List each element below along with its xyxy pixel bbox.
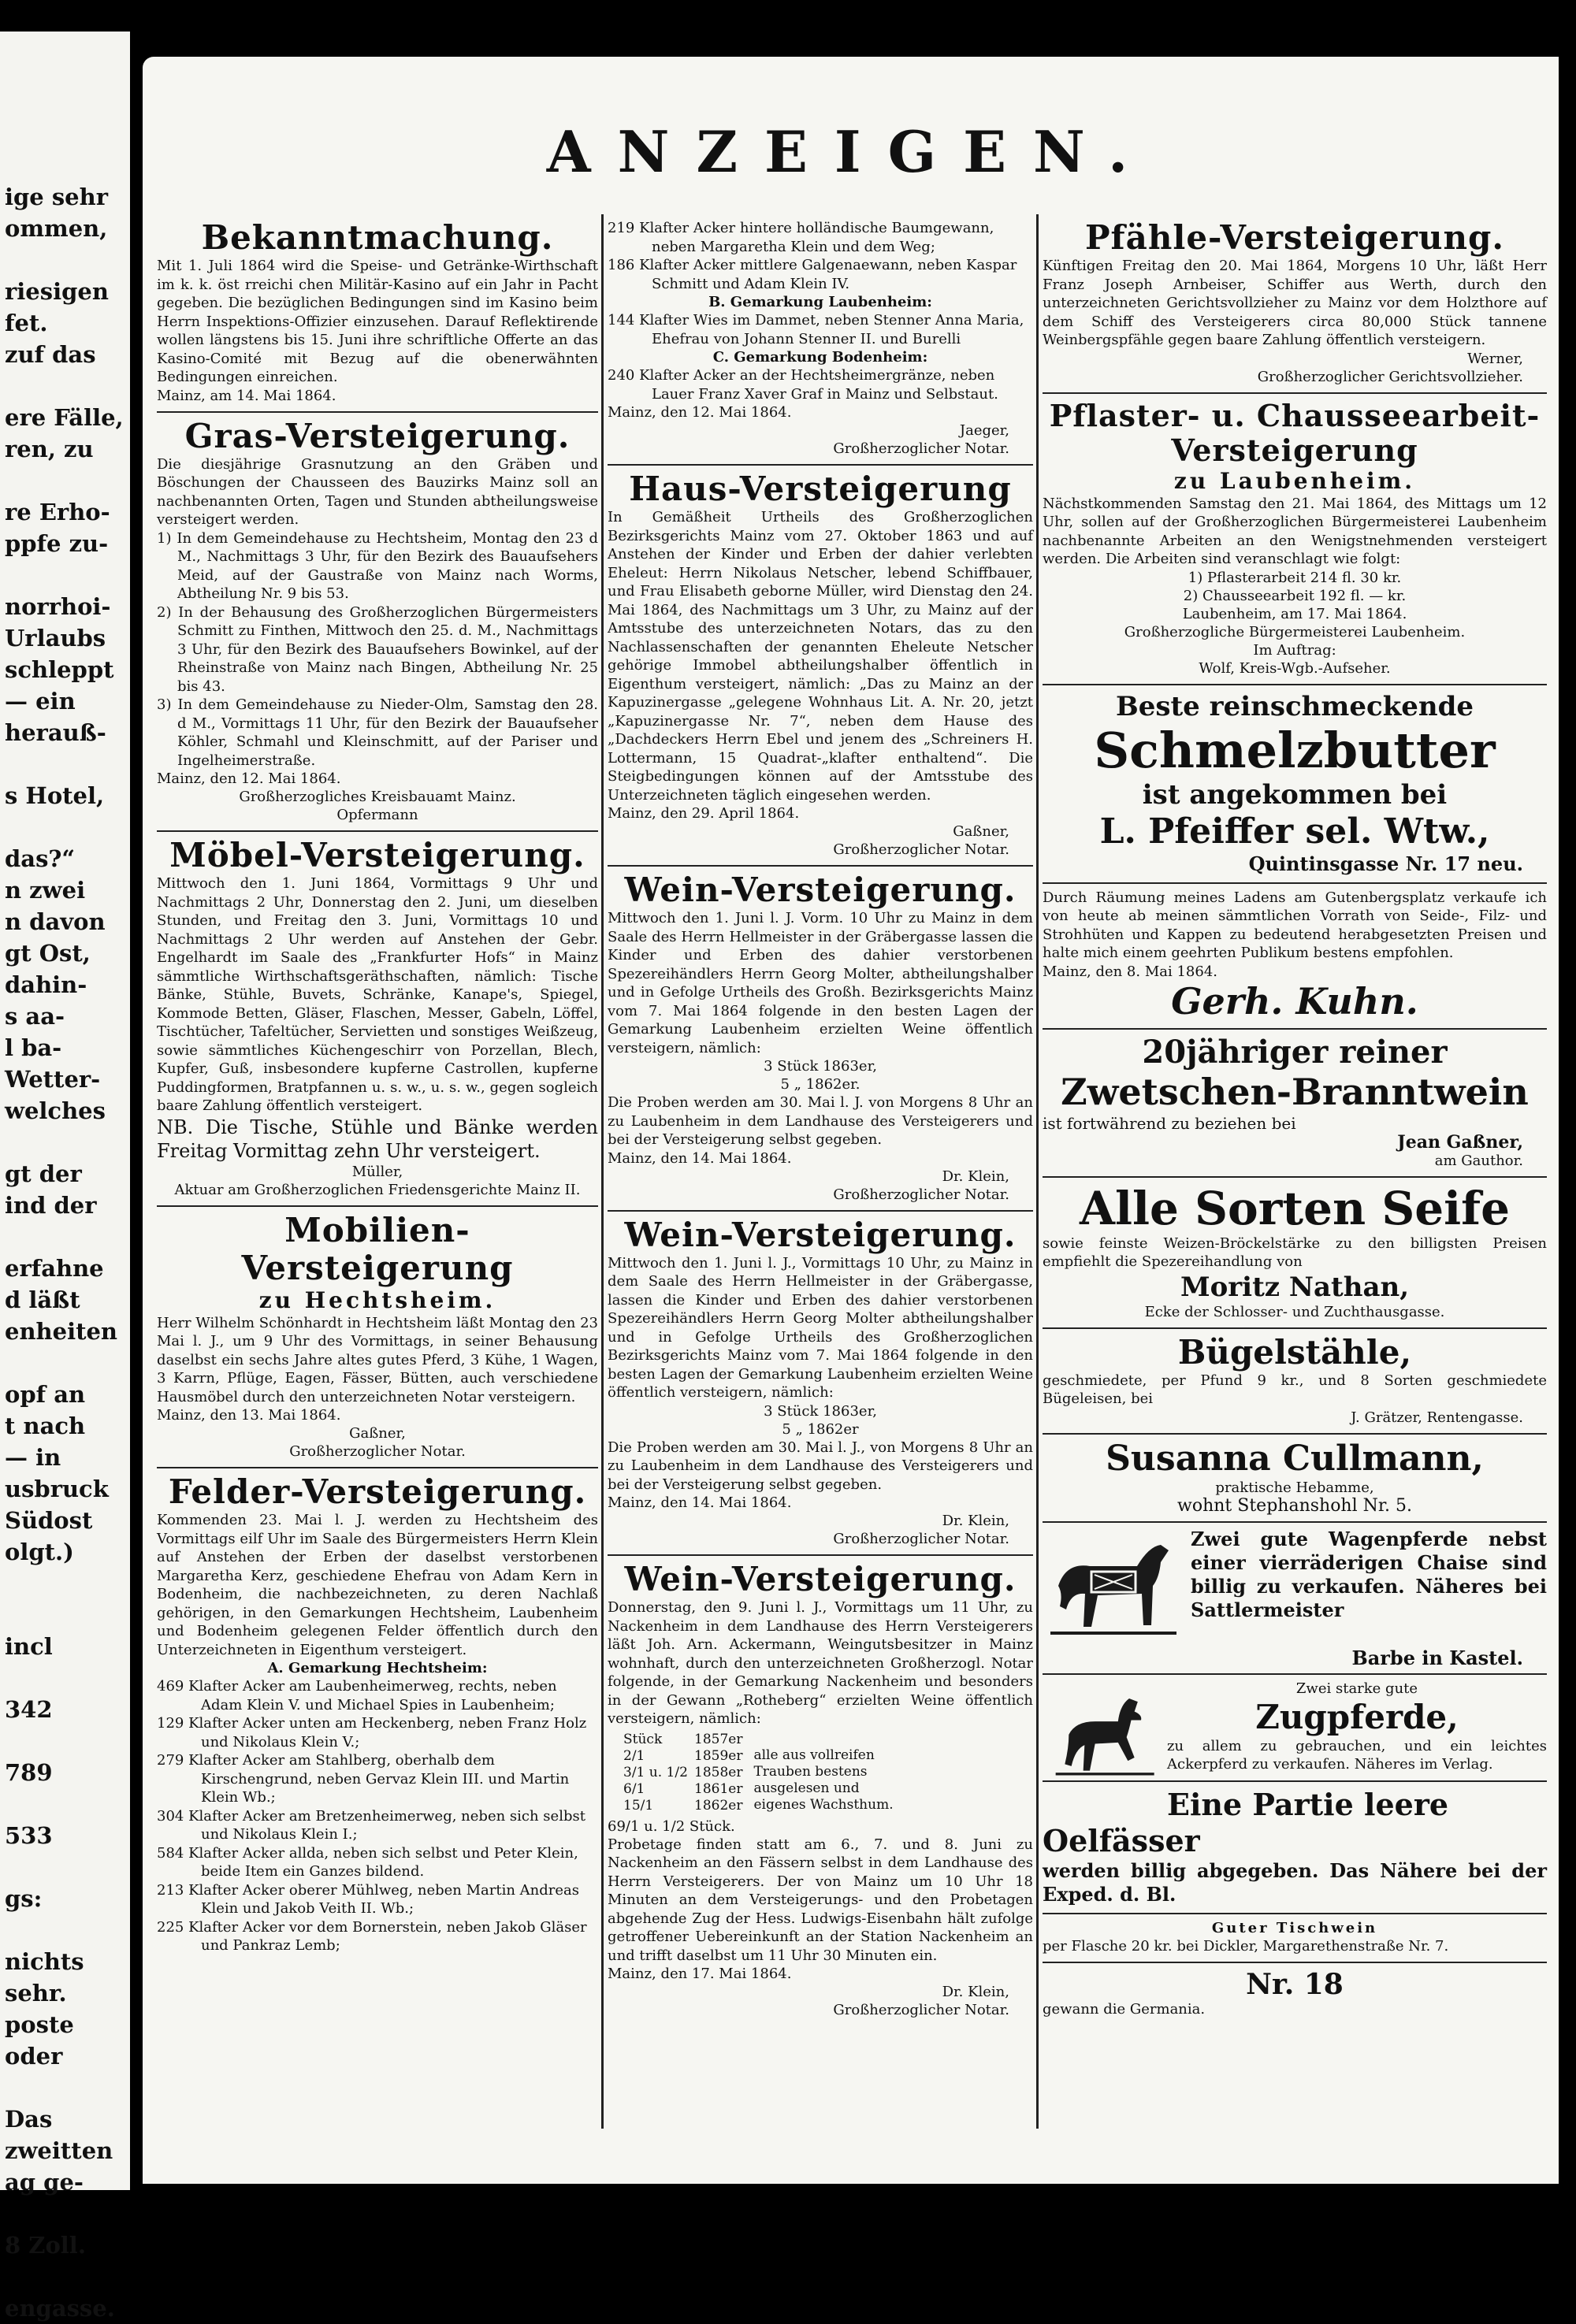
ad-schmelzbutter [1043, 685, 1547, 884]
ad-text: Künftigen Freitag den 20. Mai 1864, Morgens 10 Uhr, läßt Herr Franz Joseph Arnbeiser, Schiffer aus Werth, durch den unterzeichneten Gerichtsvollzieher zu Mainz vor dem Holzthore auf dem Schiff des Versteigerers circa 80,000 Stück tannene Weinbergspfähle gegen baare Zahlung öffentlich versteigern. [1043, 258, 1547, 348]
ad-line: Zwei starke gute [1295, 1680, 1418, 1697]
ad-text: Mittwoch den 1. Juni l. J., Vormittags 10 Uhr, zu Mainz in dem Saale des Herrn Hellmeister in der Gräbergasse, lassen die Kinder und Erben des dahier verstorbenen Spezereihändlers Herrn Georg Molter abtheilungshalber und in Gefolge Urtheils des Großherzoglichen Bezirksgerichts Mainz vom 7. Mai 1864 folgende in den besten Lagen der Gemarkung Laubenheim erzielten Weine öffentlich versteigern, nämlich: [608, 1254, 1033, 1401]
left-strip-line: d läßt [5, 1286, 80, 1313]
ad-title: Susanna Cullmann, [1106, 1438, 1484, 1479]
wine-line: 3 Stück 1863er, [764, 1058, 877, 1075]
table-cell: 1862er [694, 1797, 743, 1814]
table-cell: 6/1 [623, 1780, 645, 1797]
list-item: 1) In dem Gemeindehause zu Hechtsheim, Montag den 23 d M., Nachmittags 3 Uhr, für den Bezirk des Bauaufsehers Meid, auf der Gaustraße von Mainz nach Worms, Abtheilung Nr. 9 bis 53. [157, 529, 598, 602]
left-strip-line: l ba- [5, 1034, 62, 1061]
left-strip-line: s Hotel, [5, 782, 105, 809]
ad-title: Wein-Versteigerung. [624, 1215, 1017, 1254]
table-cell: 1857er [694, 1731, 743, 1747]
left-strip-line: schleppt [5, 656, 114, 683]
left-strip-line: norrhoi- [5, 593, 111, 620]
ad-text: zu allem zu gebrauchen, und ein leichtes Ackerpferd zu verkaufen. Näheres im Verlag. [1167, 1737, 1547, 1773]
table-cell: 15/1 [623, 1797, 654, 1814]
lot-item: 469 Klafter Acker am Laubenheimerweg, rechts, neben Adam Klein V. und Michael Spies in Laubenheim; [157, 1678, 557, 1713]
left-strip-line [5, 1662, 127, 1694]
left-strip-line: n davon [5, 908, 106, 935]
left-strip-line: engasse. [5, 2295, 115, 2322]
ad-text: Zwei gute Wagenpferde nebst einer vierräderigen Chaise sind billig zu verkaufen. Näheres bei Sattlermeister [1191, 1527, 1547, 1621]
ad-signature: am Gauthor. [1434, 1152, 1523, 1169]
wine-total: 69/1 u. 1/2 Stück. [608, 1817, 735, 1835]
left-strip-line: t nach [5, 1413, 86, 1439]
lot-item: 279 Klafter Acker am Stahlberg, oberhalb dem Kirschengrund, neben Gervaz Klein III. und Martin Klein Wb.; [157, 1752, 570, 1806]
left-strip-line [5, 2198, 127, 2229]
ad-signature: Großherzoglicher Notar. [289, 1443, 466, 1460]
ad-signature: Großherzoglicher Notar. [833, 440, 1009, 457]
ad-signature: Großherzogliches Kreisbauamt Mainz. [239, 789, 516, 805]
ad-title: Zwetschen-Branntwein [1061, 1070, 1529, 1113]
ad-text: geschmiedete, per Pfund 9 kr., und 8 Sorten geschmiedete Bügeleisen, bei [1043, 1372, 1547, 1407]
ad-text: Probetage finden statt am 6., 7. und 8. Juni zu Nackenheim an den Fässern selbst in dem Landhause des Herrn Versteigerers. Der von Mainz um 10 Uhr 18 Minuten an dem Versteigerungs- und den Probetagen abgehende Zug der Hess. Ludwigs-Eisenbahn hält zufolge getroffener Uebereinkunft an der Station Nackenheim an und trifft daselbst um 11 Uhr 30 Minuten ein. [608, 1836, 1033, 1964]
left-strip-line: ommen, [5, 215, 108, 242]
ad-merchant: Moritz Nathan, [1180, 1271, 1410, 1303]
table-cell: 1858er [694, 1764, 743, 1780]
ad-nr-18 [1043, 1963, 1547, 2024]
left-strip-line: gs: [5, 1885, 43, 1912]
left-strip-line [5, 748, 127, 780]
column-3 [1043, 214, 1547, 2160]
ad-signature: Im Auftrag: [1253, 641, 1336, 659]
lot-item: 129 Klafter Acker unten am Heckenberg, neben Franz Holz und Nikolaus Klein V.; [157, 1715, 587, 1750]
lot-item: 219 Klafter Acker hintere holländische Baumgewann, neben Margaretha Klein und dem Weg; [608, 220, 994, 255]
ad-pfaehle-versteigerung [1043, 214, 1547, 394]
ad-title: Nr. 18 [1246, 1968, 1344, 2001]
ad-text: Die diesjährige Grasnutzung an den Gräben und Böschungen der Chausseen des Bauzirks Mainz soll an nachbenannten Orten, Tagen und Stunden abtheilungsweise versteigert werden. [157, 455, 598, 528]
ad-line: 20jähriger reiner [1142, 1033, 1448, 1071]
ad-subtitle: zu Hechtsheim. [258, 1286, 496, 1313]
ad-title: Schmelzbutter [1094, 721, 1496, 779]
left-strip-line: zuf das [5, 341, 96, 368]
left-strip-line: — ein [5, 688, 76, 715]
ad-branntwein [1043, 1030, 1547, 1178]
ad-seife [1043, 1178, 1547, 1329]
ad-signature: Großherzoglicher Notar. [833, 1531, 1009, 1547]
ad-text: sowie feinste Weizen-Bröckelstärke zu den billigsten Preisen empfiehlt die Spezereihandlung von [1043, 1234, 1547, 1270]
ad-bekanntmachung [157, 214, 598, 413]
ad-pflaster-versteigerung [1043, 394, 1547, 685]
ad-wein-versteigerung-3 [608, 1556, 1033, 2025]
left-strip-line [5, 1599, 127, 1631]
ad-buegelstaehle [1043, 1329, 1547, 1435]
ad-moebel-versteigerung [157, 832, 598, 1207]
left-strip-line: 342 [5, 1696, 53, 1723]
ad-subtitle: zu Laubenheim. [1173, 467, 1416, 494]
lot-item: 584 Klafter Acker allda, neben sich selbst und Peter Klein, beide Item ein Ganzes bildend. [157, 1844, 578, 1880]
ad-signature: Dr. Klein, [942, 1513, 1009, 1529]
left-strip-line [5, 811, 127, 843]
lot-item: 304 Klafter Acker am Bretzenheimerweg, neben sich selbst und Nikolaus Klein I.; [157, 1807, 585, 1843]
ad-title: Pfähle-Versteigerung. [1084, 218, 1505, 257]
left-strip-line: zweitten [5, 2137, 113, 2164]
page-gutter [130, 32, 143, 2190]
left-strip-line [5, 1568, 127, 1599]
ad-wagenpferde [1043, 1523, 1547, 1675]
ad-nota-bene: NB. Die Tische, Stühle und Bänke werden Freitag Vormittag zehn Uhr versteigert. [157, 1116, 598, 1162]
left-strip-line: re Erho- [5, 499, 110, 525]
ad-text: Mittwoch den 1. Juni 1864, Vormittags 9 Uhr und Nachmittags 2 Uhr, Donnerstag den 2. Juni, um dieselben Stunden, und Freitag den 3. Juni, Vormittags 10 und Nachmittags 2 Uhr werden auf Anstehen der Gebr. Engelhardt im Saale des „Frankfurter Hofs“ in Mainz sämmtliche Wirthschaftsgeräthschaften, nämlich: Tische Bänke, Stühle, Buvets, Schränke, Kanape's, Spiegel, Kommode Betten, Gläser, Flaschen, Messer, Gabeln, Löffel, Tischtücher, Tafeltücher, Servietten und sonstiges Weißzeug, sowie sämmtliches Küchengeschirr von Porzellan, Blech, Kupfer, Guß, insbesondere kupferne Castrollen, kupferne Puddingformen, Bratpfannen u. s. w., u. s. w., gegen sogleich baare Zahlung öffentlich versteigert. [157, 875, 598, 1114]
ad-heading: B. Gemarkung Laubenheim: [708, 294, 932, 310]
lot-item: 225 Klafter Acker vor dem Bornerstein, neben Jakob Gläser und Pankraz Lemb; [157, 1918, 587, 1954]
left-page-strip [0, 32, 130, 2322]
column-2 [608, 214, 1033, 2160]
lot-item: 240 Klafter Acker an der Hechtsheimergränze, neben Lauer Franz Xaver Graf in Mainz und Selbstaut. [608, 367, 998, 403]
ad-signature: Gerh. Kuhn. [1171, 979, 1418, 1023]
left-strip-line [5, 1221, 127, 1253]
ad-wein-versteigerung-2 [608, 1212, 1033, 1557]
ad-title: Gras-Versteigerung. [184, 416, 571, 455]
ad-text: In Gemäßheit Urtheils des Großherzoglichen Bezirksgerichts Mainz vom 27. Oktober 1863 und auf Anstehen der Kinder und Erben der dahier verlebten Eheleut: Herrn Nikolaus Netscher, lebend Schiffbauer, und Frau Elisabeth geborne Müller, wird Dienstag den 24. Mai 1864, des Nachmittags um 3 Uhr, zu Mainz auf der Amtsstube des unterzeichneten Notars, das zu den Nachlassenschaften der genannten Eheleute Netscher gehörige Immobel abtheilungshalber öffentlich in Eigenthum versteigert, nämlich: „Das zu Mainz an der Kapuzinergasse „gelegene Wohnhaus Lit. A. Nr. 20, jetzt „Kapuzinergasse Nr. 7“, neben dem Hause des „Dachdeckers Herrn Ebel und jenem des „Schreiners H. Lottermann, 15 Quadrat-„klafter enthaltend“. Die Steigbedingungen können auf der Amtsstube des Unterzeichneten täglich eingesehen werden. [608, 509, 1033, 804]
ad-gras-versteigerung [157, 413, 598, 833]
table-row [623, 1732, 742, 1748]
ad-signature: Aktuar am Großherzoglichen Friedensgerichte Mainz II. [174, 1181, 581, 1198]
ad-text: Nächstkommenden Samstag den 21. Mai 1864, des Mittags um 12 Uhr, sollen auf der Großherzoglichen Bürgermeisterei Laubenheim nachbenannte Arbeiten an den Wenigstnehmenden versteigert werden. Die Arbeiten sind veranschlagt wie folgt: [1043, 495, 1547, 567]
table-row [623, 1798, 742, 1814]
ad-text: werden billig abgegeben. Das Nähere bei der Exped. d. Bl. [1043, 1858, 1547, 1906]
wine-table-note: alle aus vollreifen Trauben bestens ausgelesen und eigenes Wachsthum. [753, 1747, 894, 1813]
left-strip-line: ind der [5, 1192, 97, 1219]
wine-table-wrap [608, 1728, 1033, 1817]
ad-text: Kommenden 23. Mai l. J. werden zu Hechtsheim des Vormittags eilf Uhr im Saale des Bürgermeisters Herrn Klein auf Anstehen der Erben der daselbst verstorbenen Margaretha Kerz, geschiedene Ehefrau von Adam Kern in Bodenheim, die nachbezeichneten, zu deren Nachlaß gehörigen, in den Gemarkungen Hechtsheim, Laubenheim und Bodenheim gelegenen Felder öffentlich durch den Unterzeichneten in Eigenthum versteigert. [157, 1512, 598, 1658]
left-strip-line: oder [5, 2043, 63, 2070]
table-cell: Stück [623, 1731, 663, 1747]
ad-title: Pflaster- u. Chausseearbeit-Versteigerung [1049, 397, 1541, 468]
ad-haus-versteigerung [608, 466, 1033, 867]
left-strip-line: 8 Zoll. [5, 2232, 86, 2259]
left-strip-line: s aa- [5, 1003, 65, 1030]
ad-address: Ecke der Schlosser- und Zuchthausgasse. [1144, 1303, 1445, 1320]
ad-tischwein [1043, 1914, 1547, 1964]
left-strip-line: poste [5, 2011, 74, 2038]
ad-address: Quintinsgasse Nr. 17 neu. [1248, 852, 1523, 875]
left-strip-line: ige sehr [5, 184, 108, 210]
ad-line: praktische Hebamme, [1215, 1479, 1374, 1496]
ad-signature: Müller, [351, 1163, 403, 1180]
ad-line: Beste reinschmeckende [1115, 690, 1474, 722]
left-strip-line [5, 244, 127, 276]
ad-title: Bügelstähle, [1177, 1332, 1412, 1372]
ad-signature: Großherzoglicher Notar. [833, 1186, 1009, 1203]
table-row [623, 1765, 742, 1781]
ad-title: Guter Tischwein [1211, 1919, 1378, 1936]
left-strip-line: Südost [5, 1507, 93, 1534]
ad-title: Alle Sorten Seife [1079, 1181, 1510, 1235]
ad-title: Zugpferde, [1255, 1697, 1459, 1736]
ad-date: Mainz, den 12. Mai 1864. [608, 404, 792, 421]
left-strip-line [5, 1347, 127, 1379]
ad-line: wohnt Stephanshohl Nr. 5. [1177, 1495, 1412, 1516]
ad-wein-versteigerung-1 [608, 867, 1033, 1212]
table-cell: 2/1 [623, 1747, 645, 1764]
ad-text: Donnerstag, den 9. Juni l. J., Vormittags um 11 Uhr, zu Nackenheim in dem Landhause des Herrn Versteigerers läßt Joh. Arn. Ackermann, Weingutsbesitzer in Mainz wohnhaft, durch den unterzeichneten Großherzogl. Notar folgende, in der Gemarkung Nackenheim und besonders in der Gewann „Rotheberg“ erzielten Weine öffentlich versteigern, nämlich: [608, 1599, 1033, 1727]
lot-item: 213 Klafter Acker oberer Mühlweg, neben Martin Andreas Klein und Jakob Veith II. Wb.; [157, 1881, 579, 1917]
ad-signature: Großherzogliche Bürgermeisterei Laubenheim. [1124, 623, 1466, 640]
left-strip-line: ere Fälle, [5, 404, 124, 431]
ad-signature: Barbe in Kastel. [1351, 1646, 1523, 1669]
ad-signature: Wolf, Kreis-Wgb.-Aufseher. [1199, 659, 1391, 677]
left-strip-line: 789 [5, 1759, 53, 1786]
ad-signature: Jaeger, [959, 422, 1009, 439]
ad-signature: Opfermann [336, 807, 418, 823]
left-strip-line: opf an [5, 1381, 86, 1408]
ad-list [157, 529, 598, 770]
ad-text: Herr Wilhelm Schönhardt in Hechtsheim läßt Montag den 23 Mai l. J., um 9 Uhr des Vormittags, in seiner Behausung daselbst ein sechs Jahre altes gutes Pferd, 3 Kühe, 1 Wagen, 3 Karrn, Pflüge, Eagen, Fässer, Bütten, auch verschiedene Hausmöbel durch den unterzeichneten Notar versteigern. [157, 1314, 598, 1405]
ad-ladenraeumung [1043, 884, 1547, 1030]
ad-signature: J. Grätzer, Rentengasse. [1351, 1409, 1523, 1426]
ad-date: Mainz, den 8. Mai 1864. [1043, 963, 1217, 980]
ad-oelfaesser [1043, 1782, 1547, 1914]
list-item: 1) Pflasterarbeit 214 fl. 30 kr. [1188, 569, 1402, 586]
ad-text: Die Proben werden am 30. Mai l. J., von Morgens 8 Uhr an zu Laubenheim in dem Landhause des Versteigerers und bei der Versteigerung selbst gegeben. [608, 1439, 1033, 1493]
ad-signature: Werner, [1467, 350, 1523, 367]
wine-line: 5 „ 1862er. [780, 1076, 860, 1093]
left-strip-line: usbruck [5, 1476, 109, 1502]
ad-signature: Gaßner, [349, 1425, 406, 1442]
ad-line: ist fortwährend zu beziehen bei [1043, 1113, 1296, 1133]
table-row [623, 1748, 742, 1765]
ad-merchant: L. Pfeiffer sel. Wtw., [1099, 811, 1490, 852]
wine-line: 5 „ 1862er [782, 1420, 859, 1438]
left-strip-line: 533 [5, 1822, 53, 1849]
left-strip-line: n zwei [5, 877, 86, 904]
table-cell: 3/1 u. 1/2 [623, 1764, 688, 1780]
ad-signature: Großherzoglicher Notar. [833, 841, 1009, 858]
ad-title: Möbel-Versteigerung. [169, 836, 585, 874]
ad-mobilien-versteigerung [157, 1207, 598, 1469]
left-strip-line [5, 2072, 127, 2103]
ad-heading: A. Gemarkung Hechtsheim: [267, 1660, 488, 1676]
left-strip-line: das?“ [5, 845, 76, 872]
ad-text: per Flasche 20 kr. bei Dickler, Margarethenstraße Nr. 7. [1043, 1937, 1449, 1955]
table-cell: 1859er [694, 1747, 743, 1764]
ad-title: Eine Partie leere Oelfässer [1043, 1786, 1449, 1858]
ad-date: Mainz, den 13. Mai 1864. [157, 1407, 341, 1424]
ad-date: Mainz, den 14. Mai 1864. [608, 1494, 792, 1511]
ad-title: Mobilien-Versteigerung [241, 1210, 514, 1287]
ad-title: Haus-Versteigerung [629, 470, 1012, 508]
list-item: 3) In dem Gemeindehause zu Nieder-Olm, Samstag den 28. d M., Vormittags 11 Uhr, für den Bezirk der Bauaufseher Köhler, Schmahl und Kleinschmitt, auf der Pariser und Ingelheimerstraße. [157, 696, 598, 769]
left-strip-line: sehr. [5, 1980, 67, 2007]
ad-text: Die Proben werden am 30. Mai l. J. von Morgens 8 Uhr an zu Laubenheim in dem Landhause des Versteigerers und bei der Versteigerung selbst gegeben. [608, 1094, 1033, 1148]
left-strip-line: gt der [5, 1160, 82, 1187]
table-cell: 1861er [694, 1780, 743, 1797]
ad-title: Felder-Versteigerung. [168, 1472, 587, 1511]
ad-date: Mainz, den 14. Mai 1864. [608, 1149, 792, 1167]
ad-date: Laubenheim, am 17. Mai 1864. [1182, 605, 1407, 622]
ad-felder-versteigerung [157, 1468, 598, 1962]
ad-line: ist angekommen bei [1142, 778, 1448, 811]
ad-date: Mainz, den 17. Mai 1864. [608, 1966, 792, 1982]
left-strip-line: enheiten [5, 1318, 118, 1345]
masthead: ANZEIGEN. [546, 118, 1155, 185]
left-strip-line [5, 1788, 127, 1820]
left-strip-line: gt Ost, [5, 940, 91, 967]
left-strip-line: — in [5, 1444, 61, 1471]
left-strip-line: ag ge- [5, 2169, 84, 2196]
ad-signature: Jean Gaßner, [1397, 1131, 1523, 1153]
ad-text: Mit 1. Juli 1864 wird die Speise- und Getränke-Wirthschaft im k. k. öst rreichi chen Militär-Kasino auf ein Jahr in Pacht gegeben. Die bezüglichen Bedingungen sind im Kasino beim Herrn Inspektions-Offizier einzusehen. Darauf Reflektirende wollen längstens bis 15. Juni ihre schriftliche Offerte an das Kasino-Comité mit Bezug auf die obenerwähnten Bedingungen einreichen. [157, 258, 598, 385]
left-strip-line: welches [5, 1097, 106, 1124]
ad-text: gewann die Germania. [1043, 2001, 1206, 2018]
ad-zugpferde [1043, 1675, 1547, 1782]
left-strip-line: herauß- [5, 719, 106, 746]
ad-title: Wein-Versteigerung. [624, 871, 1017, 909]
ad-hebamme [1043, 1435, 1547, 1523]
horse-icon [1043, 1531, 1184, 1649]
left-strip-line: dahin- [5, 971, 87, 998]
list-item: 2) Chausseearbeit 192 fl. — kr. [1183, 587, 1407, 604]
ad-title: Wein-Versteigerung. [624, 1560, 1017, 1598]
left-strip-line: erfahne [5, 1255, 104, 1282]
left-strip-line [5, 370, 127, 402]
ad-signature: Großherzoglicher Gerichtsvollzieher. [1257, 368, 1523, 385]
left-strip-line: Urlaubs [5, 625, 106, 652]
ad-signature: Dr. Klein, [942, 1984, 1009, 2000]
left-strip-line: olgt.) [5, 1539, 74, 1565]
lot-item: 186 Klafter Acker mittlere Galgenaewann, neben Kaspar Schmitt und Adam Klein IV. [608, 257, 1017, 292]
list-item: 2) In der Behausung des Großherzoglichen Bürgermeisters Schmitt zu Finthen, Mittwoch den 25. d. M., Nachmittags 3 Uhr, für den Bezirk des Bauaufsehers Bowinkel, auf der Rheinstraße von Mainz nach Bingen, Abtheilung Nr. 25 bis 43. [157, 603, 598, 695]
ad-text: Durch Räumung meines Ladens am Gutenbergsplatz verkaufe ich von heute ab meinen sämmtlichen Vorrath von Seide-, Filz- und Strohhüten und Kappen zu bedeutend herabgesetzten Preisen und halte mich einem geehrten Publikum bestens empfohlen. [1043, 889, 1547, 961]
ad-title: Bekanntmachung. [201, 218, 554, 257]
left-strip-line: Das [5, 2106, 53, 2133]
left-strip-line [5, 2261, 127, 2292]
ad-felder-continued [608, 214, 1033, 466]
table-row [623, 1781, 742, 1798]
column-1 [157, 214, 598, 2160]
left-strip-line: nichts [5, 1948, 84, 1975]
left-strip-line [5, 559, 127, 591]
ad-text: Mittwoch den 1. Juni l. J. Vorm. 10 Uhr zu Mainz in dem Saale des Herrn Hellmeister in der Gräbergasse lassen die Kinder und Erben des dahier verstorbenen Spezereihändlers Herrn Georg Molter, abtheilungshalber und in Gefolge Urtheils des Großh. Bezirksgerichts Mainz vom 7. Mai 1864 folgende in den besten Lagen der Gemarkung Laubenheim erzielten Weine öffentlich versteigern, nämlich: [608, 910, 1033, 1056]
ad-date: Mainz, am 14. Mai 1864. [157, 387, 336, 404]
ad-signature: Gaßner, [953, 823, 1009, 840]
left-strip-line [5, 1851, 127, 1883]
horse-icon [1043, 1683, 1161, 1793]
left-strip-line [5, 1725, 127, 1757]
ad-signature: Dr. Klein, [942, 1168, 1009, 1185]
left-strip-line: Wetter- [5, 1066, 101, 1093]
left-strip-line [5, 1914, 127, 1946]
left-strip-line: incl [5, 1633, 53, 1660]
ad-heading: C. Gemarkung Bodenheim: [712, 349, 928, 366]
newspaper-page [143, 57, 1559, 2184]
lot-item: 144 Klafter Wies im Dammet, neben Stenner Anna Maria, Ehefrau von Johann Stenner II. und Burelli [608, 312, 1024, 347]
left-strip-line: riesigen [5, 278, 109, 305]
column-rule [1036, 214, 1039, 2129]
left-strip-line [5, 465, 127, 496]
column-rule [601, 214, 604, 2129]
wine-table [623, 1732, 742, 1814]
left-strip-line: ren, zu [5, 436, 94, 462]
left-strip-line [5, 1127, 127, 1158]
ad-date: Mainz, den 12. Mai 1864. [157, 770, 341, 787]
ad-date: Mainz, den 29. April 1864. [608, 805, 800, 822]
left-strip-line: ppfe zu- [5, 530, 109, 557]
ad-signature: Großherzoglicher Notar. [833, 2002, 1009, 2018]
wine-line: 3 Stück 1863er, [764, 1402, 877, 1420]
left-strip-line: fet. [5, 310, 48, 336]
